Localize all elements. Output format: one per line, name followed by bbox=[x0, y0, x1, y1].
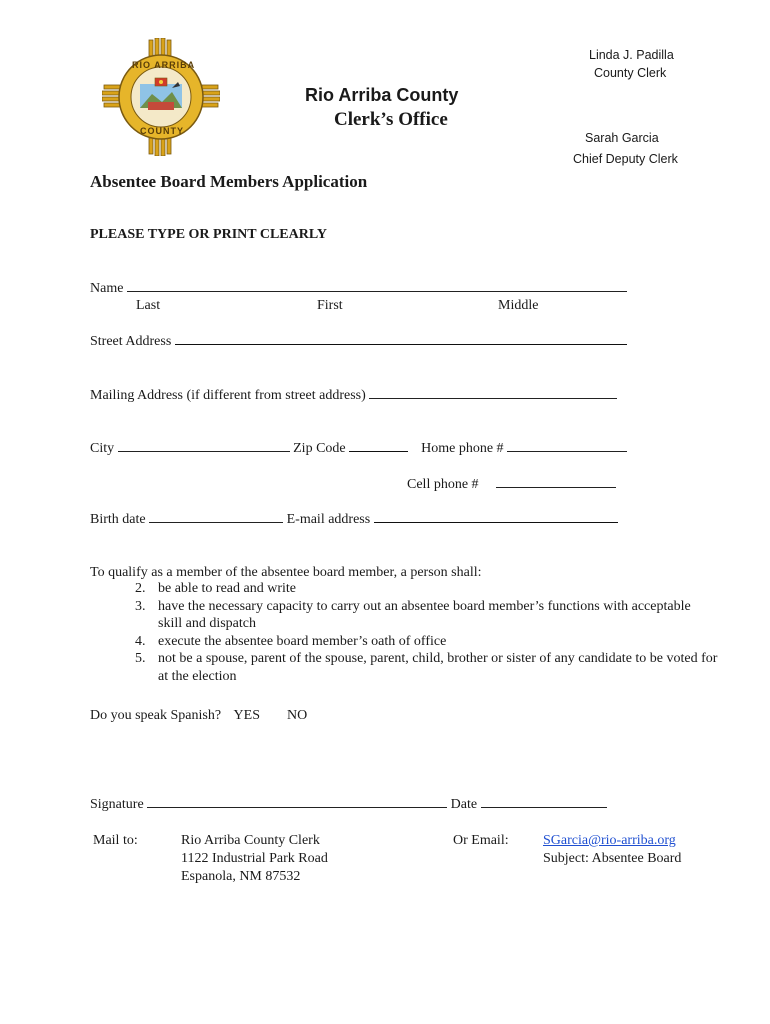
date-field[interactable] bbox=[481, 806, 607, 808]
list-item-text: execute the absentee board member’s oath of office bbox=[158, 633, 447, 649]
city-row bbox=[90, 441, 627, 457]
mail-address-line3: Espanola, NM 87532 bbox=[181, 869, 301, 884]
city-label: City bbox=[90, 441, 115, 456]
mail-address-line2: 1122 Industrial Park Road bbox=[181, 851, 328, 866]
official1-name: Linda J. Padilla bbox=[589, 48, 674, 62]
cell-row bbox=[407, 477, 616, 493]
list-item-text: have the necessary capacity to carry out an absentee board member’s functions with acceptable skill and dispatch bbox=[158, 598, 691, 631]
email-field[interactable] bbox=[374, 521, 618, 523]
mail-to-label: Mail to: bbox=[93, 833, 138, 848]
name-row bbox=[90, 281, 627, 297]
spanish-question: Do you speak Spanish? bbox=[90, 708, 222, 723]
mail-address-line1: Rio Arriba County Clerk bbox=[181, 833, 320, 848]
name-sub-first: First bbox=[317, 298, 343, 313]
list-item bbox=[135, 598, 718, 633]
email-subject: Subject: Absentee Board bbox=[543, 851, 682, 866]
org-office: Clerk’s Office bbox=[334, 109, 448, 130]
zip-code-label: Zip Code bbox=[293, 441, 346, 456]
list-item-text: not be a spouse, parent of the spouse, parent, child, brother or sister of any candidate to be voted for at the election bbox=[158, 651, 718, 684]
mailing-row bbox=[90, 388, 617, 404]
qualifications-list bbox=[135, 580, 718, 685]
street-address-field[interactable] bbox=[175, 343, 627, 345]
birth-date-label: Birth date bbox=[90, 512, 146, 527]
list-item bbox=[135, 633, 718, 651]
qualify-intro: To qualify as a member of the absentee board member, a person shall: bbox=[90, 565, 482, 580]
cell-phone-field[interactable] bbox=[496, 486, 616, 488]
mailing-address-label: Mailing Address (if different from street address) bbox=[90, 388, 366, 403]
county-seal bbox=[102, 38, 220, 156]
name-field[interactable] bbox=[127, 290, 627, 292]
email-link[interactable]: SGarcia@rio-arriba.org bbox=[543, 833, 676, 848]
list-item bbox=[135, 650, 718, 685]
signature-label: Signature bbox=[90, 797, 144, 812]
list-item-number: 5. bbox=[135, 651, 146, 666]
zip-code-field[interactable] bbox=[349, 450, 408, 452]
city-field[interactable] bbox=[118, 450, 290, 452]
date-label: Date bbox=[450, 797, 478, 812]
list-item-number: 2. bbox=[135, 581, 146, 596]
seal-text-top: RIO ARRIBA bbox=[132, 60, 196, 70]
form-title: Absentee Board Members Application bbox=[90, 172, 368, 191]
signature-field[interactable] bbox=[147, 806, 447, 808]
home-phone-field[interactable] bbox=[507, 450, 627, 452]
cell-phone-label: Cell phone # bbox=[407, 477, 479, 492]
spanish-yes-option[interactable]: YES bbox=[233, 708, 260, 723]
home-phone-label: Home phone # bbox=[421, 441, 504, 456]
list-item-text: be able to read and write bbox=[158, 581, 296, 596]
spanish-no-option[interactable]: NO bbox=[286, 708, 308, 723]
name-label: Name bbox=[90, 281, 124, 296]
name-sub-last: Last bbox=[136, 298, 161, 313]
signature-row bbox=[90, 797, 607, 813]
spanish-row bbox=[90, 708, 307, 724]
birth-date-field[interactable] bbox=[149, 521, 283, 523]
list-item-number: 3. bbox=[135, 598, 146, 614]
seal-text-bottom: COUNTY bbox=[140, 126, 184, 136]
birth-row bbox=[90, 512, 618, 528]
street-row bbox=[90, 334, 627, 350]
mailing-address-field[interactable] bbox=[369, 397, 617, 399]
instruction-text: PLEASE TYPE OR PRINT CLEARLY bbox=[90, 227, 328, 242]
name-sub-middle: Middle bbox=[498, 298, 539, 313]
street-address-label: Street Address bbox=[90, 334, 172, 349]
official1-title: County Clerk bbox=[594, 66, 667, 80]
or-email-label: Or Email: bbox=[453, 833, 509, 848]
list-item-number: 4. bbox=[135, 633, 146, 649]
email-label: E-mail address bbox=[286, 512, 371, 527]
official2-name: Sarah Garcia bbox=[585, 131, 659, 145]
list-item bbox=[135, 580, 718, 598]
org-name: Rio Arriba County bbox=[305, 85, 459, 105]
official2-title: Chief Deputy Clerk bbox=[573, 152, 678, 166]
